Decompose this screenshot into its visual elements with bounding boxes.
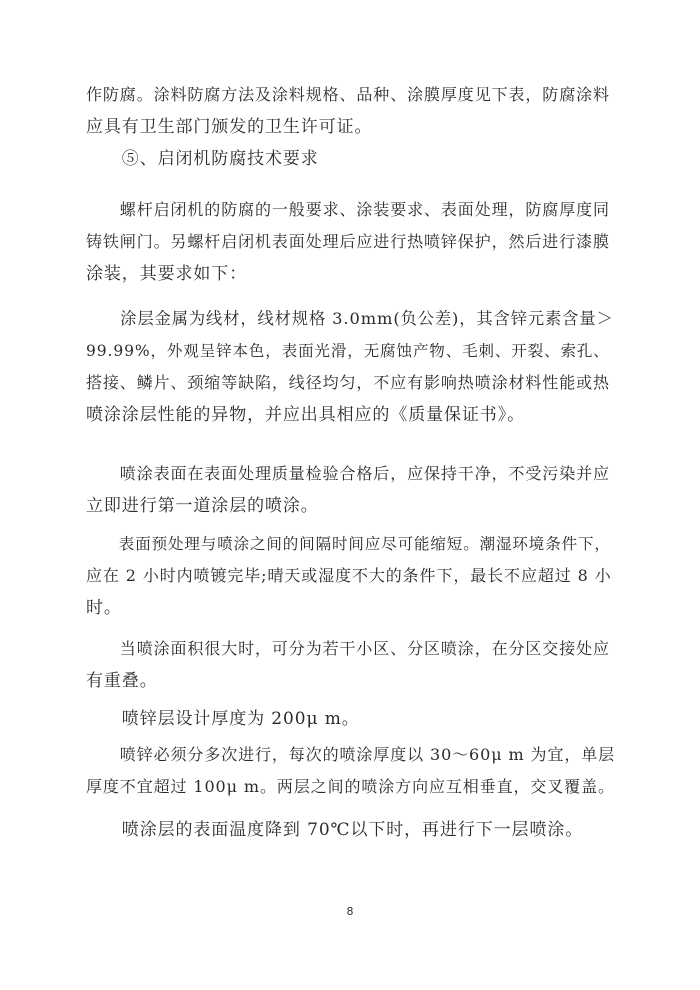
text-line: 喷涂层的表面温度降到 70℃以下时，再进行下一层喷涂。 (86, 820, 584, 840)
text-line: 当喷涂面积很大时，可分为若干小区、分区喷涂，在分区交接处应 (86, 639, 610, 658)
paragraph-coating-metal (86, 303, 616, 431)
section-heading-hoist-anticorrosion (86, 143, 616, 175)
text-line: 应具有卫生部门颁发的卫生许可证。 (86, 117, 373, 137)
page-number: 8 (346, 905, 354, 918)
text-line: 表面预处理与喷涂之间的间隔时间应尽可能缩短。潮湿环境条件下， (86, 535, 611, 553)
paragraph-pretreatment-interval (86, 528, 616, 624)
text-line: 涂装，其要求如下： (86, 264, 248, 284)
paragraph-multi-pass-spraying (86, 739, 616, 803)
text-line: 铸铁闸门。另螺杆启闭机表面处理后应进行热喷锌保护，然后进行漆膜 (86, 232, 610, 251)
paragraph-zinc-thickness (86, 703, 616, 735)
paragraph-spray-surface (86, 458, 616, 522)
paragraph-anticorrosion-intro (86, 79, 616, 143)
text-line: 作防腐。涂料防腐方法及涂料规格、品种、涂膜厚度见下表，防腐涂料 (86, 85, 610, 104)
text-line: 厚度不宜超过 100μ m。两层之间的喷涂方向应互相垂直，交叉覆盖。 (86, 777, 615, 796)
text-line: 立即进行第一道涂层的喷涂。 (86, 496, 319, 516)
text-line: 99.99%，外观呈锌本色，表面光滑，无腐蚀产物、毛刺、开裂、索孔、 (86, 342, 610, 360)
text-line: 螺杆启闭机的防腐的一般要求、涂装要求、表面处理，防腐厚度同 (86, 200, 610, 219)
paragraph-surface-temperature (86, 814, 616, 846)
text-line: 喷涂表面在表面处理质量检验合格后，应保持干净，不受污染并应 (86, 464, 610, 483)
paragraph-large-area-spraying (86, 633, 616, 697)
text-line: 搭接、鳞片、颈缩等缺陷，线径均匀，不应有影响热喷涂材料性能或热 (86, 373, 610, 392)
text-line: 喷锌层设计厚度为 200μ m。 (86, 709, 360, 729)
text-line: 涂层金属为线材，线材规格 3.0mm(负公差)，其含锌元素含量＞ (86, 309, 614, 328)
text-line: 有重叠。 (86, 671, 158, 691)
section-heading: ⑤、启闭机防腐技术要求 (86, 149, 319, 169)
text-line: 喷锌必须分多次进行，每次的喷涂厚度以 30～60μ m 为宜，单层 (86, 745, 616, 764)
text-line: 时。 (86, 598, 122, 618)
paragraph-screw-hoist-requirements (86, 194, 616, 290)
text-line: 喷涂涂层性能的异物，并应出具相应的《质量保证书》。 (86, 405, 525, 425)
text-line: 应在 2 小时内喷镀完毕;晴天或湿度不大的条件下，最长不应超过 8 小 (86, 566, 612, 585)
